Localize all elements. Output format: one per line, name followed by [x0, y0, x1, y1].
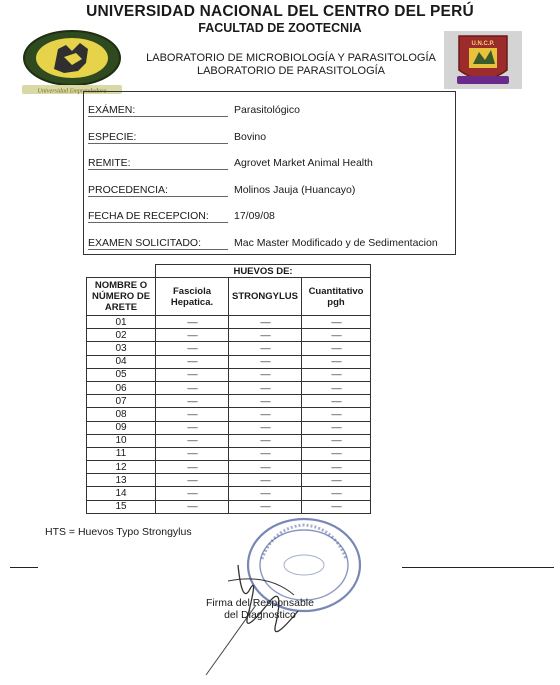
hts-note: HTS = Huevos Typo Strongylus	[45, 526, 192, 538]
fasciola-value: ------	[156, 447, 229, 460]
quantitative-value: ------	[302, 487, 371, 500]
strongylus-value: ------	[229, 421, 302, 434]
strongylus-value: ------	[229, 500, 302, 513]
left-logo-caption: Universidad Emprendedora	[37, 87, 107, 95]
table-row	[87, 329, 371, 342]
info-label-reception-date: FECHA DE RECEPCION:	[88, 210, 228, 223]
col-header-quantitative: Cuantitativo pgh	[302, 278, 371, 316]
quantitative-value: ------	[302, 408, 371, 421]
fasciola-value: ------	[156, 355, 229, 368]
row-number: 15	[87, 500, 156, 513]
fasciola-value: ------	[156, 500, 229, 513]
info-value-reception-date: 17/09/08	[234, 210, 275, 222]
col-header-strongylus: STRONGYLUS	[229, 278, 302, 316]
quantitative-value: ------	[302, 434, 371, 447]
table-row	[87, 487, 371, 500]
sample-info-box	[83, 91, 456, 255]
quantitative-value: ------	[302, 355, 371, 368]
strongylus-value: ------	[229, 342, 302, 355]
signature-line-right	[402, 567, 554, 568]
quantitative-value: ------	[302, 342, 371, 355]
fasciola-value: ------	[156, 329, 229, 342]
table-row	[87, 500, 371, 513]
fasciola-value: ------	[156, 316, 229, 329]
table-row	[87, 395, 371, 408]
strongylus-value: ------	[229, 474, 302, 487]
row-number: 10	[87, 434, 156, 447]
university-emblem-icon	[20, 27, 124, 95]
quantitative-value: ------	[302, 381, 371, 394]
fasciola-value: ------	[156, 408, 229, 421]
fasciola-value: ------	[156, 368, 229, 381]
row-number: 05	[87, 368, 156, 381]
quantitative-value: ------	[302, 461, 371, 474]
info-label-origin: PROCEDENCIA:	[88, 184, 228, 197]
row-number: 02	[87, 329, 156, 342]
fasciola-value: ------	[156, 434, 229, 447]
results-body	[87, 316, 371, 514]
table-row	[87, 342, 371, 355]
info-label-sender: REMITE:	[88, 157, 228, 170]
fasciola-value: ------	[156, 474, 229, 487]
strongylus-value: ------	[229, 461, 302, 474]
university-title: UNIVERSIDAD NACIONAL DEL CENTRO DEL PERÚ	[86, 3, 474, 20]
strongylus-value: ------	[229, 381, 302, 394]
info-label-exam: EXÁMEN:	[88, 104, 228, 117]
info-value-species: Bovino	[234, 131, 267, 143]
fasciola-value: ------	[156, 487, 229, 500]
table-row	[87, 434, 371, 447]
info-value-sender: Agrovet Market Animal Health	[234, 157, 373, 169]
table-row	[87, 461, 371, 474]
quantitative-value: ------	[302, 316, 371, 329]
table-corner	[87, 265, 156, 278]
row-number: 07	[87, 395, 156, 408]
strongylus-value: ------	[229, 368, 302, 381]
info-label-species: ESPECIE:	[88, 131, 228, 144]
quantitative-value: ------	[302, 329, 371, 342]
quantitative-value: ------	[302, 474, 371, 487]
right-logo-caption: U.N.C.P.	[471, 41, 495, 47]
fasciola-value: ------	[156, 381, 229, 394]
quantitative-value: ------	[302, 421, 371, 434]
strongylus-value: ------	[229, 408, 302, 421]
fasciola-value: ------	[156, 461, 229, 474]
lab-micro-title: LABORATORIO DE MICROBIOLOGÍA Y PARASITOLOGÍA	[146, 52, 436, 64]
row-number: 09	[87, 421, 156, 434]
row-number: 11	[87, 447, 156, 460]
lab-para-title: LABORATORIO DE PARASITOLOGÍA	[196, 65, 386, 77]
row-number: 08	[87, 408, 156, 421]
table-row	[87, 316, 371, 329]
table-row	[87, 408, 371, 421]
signature-label-line2: del Diagnostico	[224, 609, 296, 621]
info-value-exam: Parasitológico	[234, 104, 300, 116]
table-row	[87, 381, 371, 394]
strongylus-value: ------	[229, 395, 302, 408]
col-header-fasciola: Fasciola Hepatica.	[156, 278, 229, 316]
strongylus-value: ------	[229, 316, 302, 329]
table-row	[87, 447, 371, 460]
strongylus-value: ------	[229, 329, 302, 342]
fasciola-value: ------	[156, 421, 229, 434]
quantitative-value: ------	[302, 500, 371, 513]
row-number: 13	[87, 474, 156, 487]
quantitative-value: ------	[302, 368, 371, 381]
table-row	[87, 368, 371, 381]
strongylus-value: ------	[229, 487, 302, 500]
strongylus-value: ------	[229, 447, 302, 460]
row-number: 12	[87, 461, 156, 474]
signature-line-left	[10, 567, 38, 568]
fasciola-value: ------	[156, 342, 229, 355]
fasciola-value: ------	[156, 395, 229, 408]
row-number: 06	[87, 381, 156, 394]
row-number: 04	[87, 355, 156, 368]
strongylus-value: ------	[229, 434, 302, 447]
signature-label-line1: Firma del Responsable	[206, 597, 314, 609]
faculty-title: FACULTAD DE ZOOTECNIA	[198, 21, 362, 35]
quantitative-value: ------	[302, 447, 371, 460]
table-row	[87, 355, 371, 368]
info-value-requested-exam: Mac Master Modificado y de Sedimentacion	[234, 237, 438, 249]
info-value-origin: Molinos Jauja (Huancayo)	[234, 184, 356, 196]
strongylus-value: ------	[229, 355, 302, 368]
eggs-group-header: HUEVOS DE:	[156, 265, 371, 278]
row-number: 14	[87, 487, 156, 500]
col-header-id: NOMBRE O NÚMERO DE ARETE	[87, 278, 156, 316]
table-row	[87, 421, 371, 434]
faculty-shield-icon	[443, 30, 523, 90]
quantitative-value: ------	[302, 395, 371, 408]
info-label-requested-exam: EXAMEN SOLICITADO:	[88, 237, 228, 250]
row-number: 03	[87, 342, 156, 355]
table-row	[87, 474, 371, 487]
results-table	[86, 264, 371, 514]
row-number: 01	[87, 316, 156, 329]
